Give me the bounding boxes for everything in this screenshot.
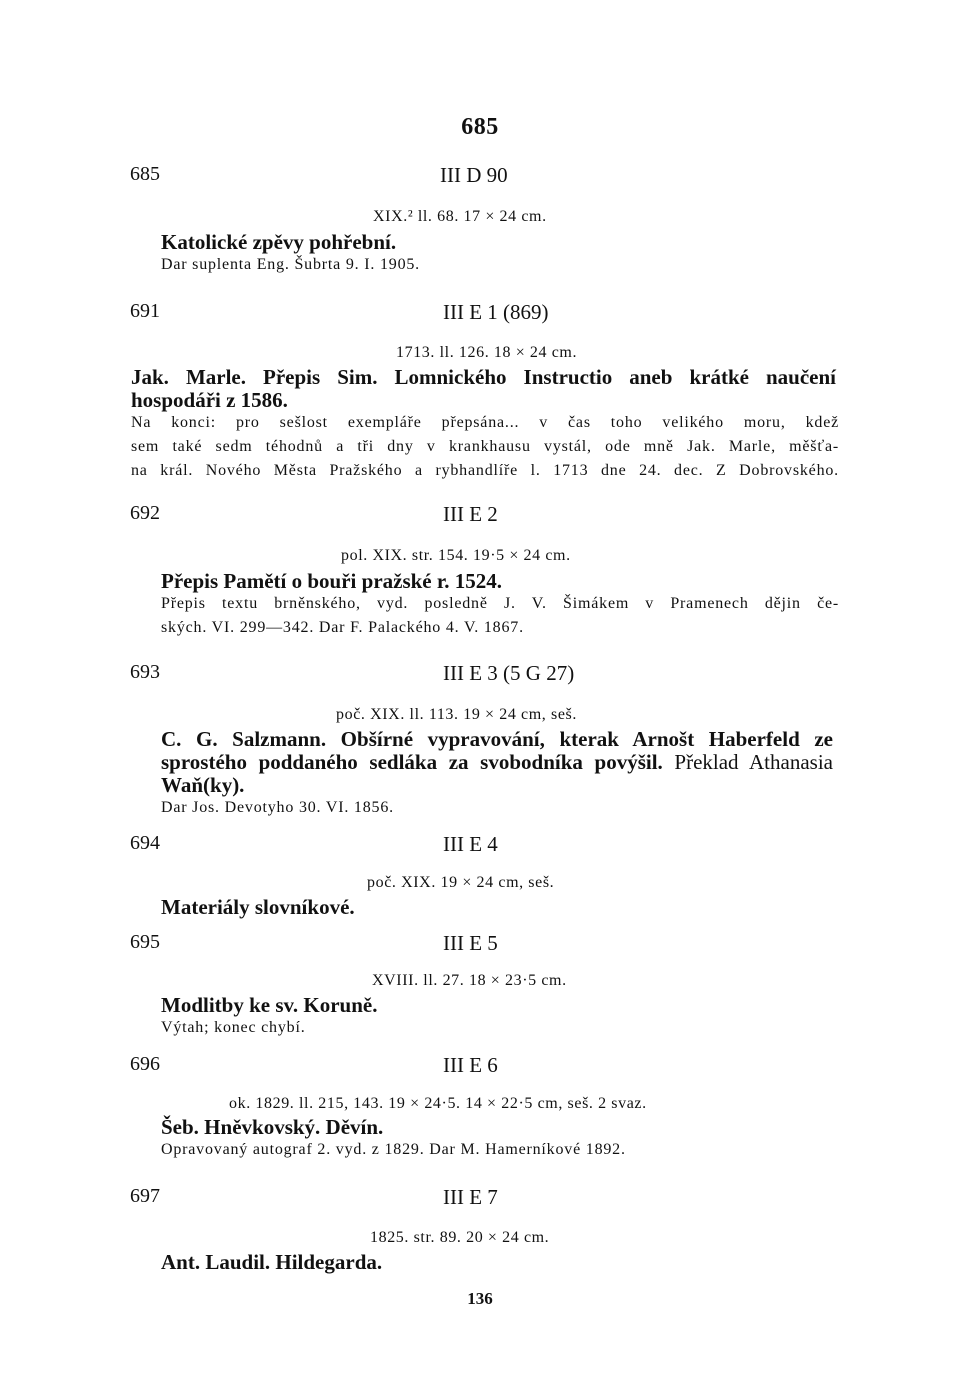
shelf-signature: III E 4 <box>443 832 498 856</box>
physical-description: poč. XIX. 19 × 24 cm, seš. <box>367 874 555 891</box>
physical-description: poč. XIX. ll. 113. 19 × 24 cm, seš. <box>336 706 577 723</box>
entry-title: Katolické zpěvy pohřební. <box>161 230 397 254</box>
title-line: C. G. Salzmann. Obšírné vypravování, kterak Arnošt Haberfeld ze <box>161 727 833 751</box>
entry-number: 697 <box>130 1185 160 1207</box>
shelf-signature: III E 5 <box>443 931 498 955</box>
entry-number: 691 <box>130 300 160 322</box>
physical-description: 1825. str. 89. 20 × 24 cm. <box>370 1229 550 1246</box>
entry-number: 694 <box>130 832 160 854</box>
shelf-signature: III D 90 <box>440 163 508 187</box>
title-line <box>161 751 833 774</box>
note-line: sem také sedm téhodnů a tři dny v krankhausu vystál, ode mně Jak. Marle, měšťa- <box>131 438 839 455</box>
physical-description: pol. XIX. str. 154. 19·5 × 24 cm. <box>341 547 571 564</box>
page-header-number: 685 <box>461 114 499 140</box>
note-line: Na konci: pro sešlost exempláře přepsána... v čas toho velikého moru, kdež <box>131 414 839 431</box>
entry-note: Dar Jos. Devotyho 30. VI. 1856. <box>161 799 394 816</box>
title-line: hospodáři z 1586. <box>131 388 288 412</box>
entry-title <box>131 366 836 412</box>
note-line: na král. Nového Města Pražského a rybhandlíře l. 1713 dne 24. dec. Z Dobrovského. <box>131 462 839 479</box>
entry-number: 696 <box>130 1053 160 1075</box>
shelf-signature: III E 7 <box>443 1185 498 1209</box>
entry-note: Výtah; konec chybí. <box>161 1019 306 1036</box>
physical-description: ok. 1829. ll. 215, 143. 19 × 24·5. 14 × 22·5 cm, seš. 2 svaz. <box>229 1095 647 1112</box>
entry-note: Opravovaný autograf 2. vyd. z 1829. Dar M. Hamerníkové 1892. <box>161 1141 626 1158</box>
title-line: Waň(ky). <box>161 773 245 797</box>
physical-description: XVIII. ll. 27. 18 × 23·5 cm. <box>372 972 567 989</box>
entry-title: Přepis Pamětí o bouři pražské r. 1524. <box>161 569 503 593</box>
entry-note <box>131 411 839 483</box>
entry-title: Šeb. Hněvkovský. Děvín. <box>161 1115 384 1139</box>
entry-number: 695 <box>130 931 160 953</box>
shelf-signature: III E 3 (5 G 27) <box>443 661 575 685</box>
shelf-signature: III E 2 <box>443 502 498 526</box>
entry-title <box>161 728 833 797</box>
note-line: ských. VI. 299—342. Dar F. Palackého 4. V. 1867. <box>161 619 524 636</box>
title-line: Jak. Marle. Přepis Sim. Lomnického Instructio aneb krátké naučení <box>131 365 836 389</box>
shelf-signature: III E 1 (869) <box>443 300 549 324</box>
title-part: sprostého poddaného sedláka za svobodníka povýšil. <box>161 750 663 774</box>
entry-number: 693 <box>130 661 160 683</box>
note-line: Přepis textu brněnského, vyd. posledně J. V. Šimákem v Pramenech dějin če- <box>161 595 839 612</box>
entry-title: Materiály slovníkové. <box>161 895 355 919</box>
title-translation: Překlad Athanasia <box>674 750 833 774</box>
entry-number: 692 <box>130 502 160 524</box>
entry-number: 685 <box>130 163 160 185</box>
shelf-signature: III E 6 <box>443 1053 498 1077</box>
physical-description: XIX.² ll. 68. 17 × 24 cm. <box>373 208 547 225</box>
page-footer-number: 136 <box>467 1289 493 1308</box>
entry-title: Ant. Laudil. Hildegarda. <box>161 1250 383 1274</box>
entry-note: Dar suplenta Eng. Šubrta 9. I. 1905. <box>161 256 420 273</box>
entry-title: Modlitby ke sv. Koruně. <box>161 993 378 1017</box>
physical-description: 1713. ll. 126. 18 × 24 cm. <box>396 344 578 361</box>
entry-note <box>161 592 839 640</box>
